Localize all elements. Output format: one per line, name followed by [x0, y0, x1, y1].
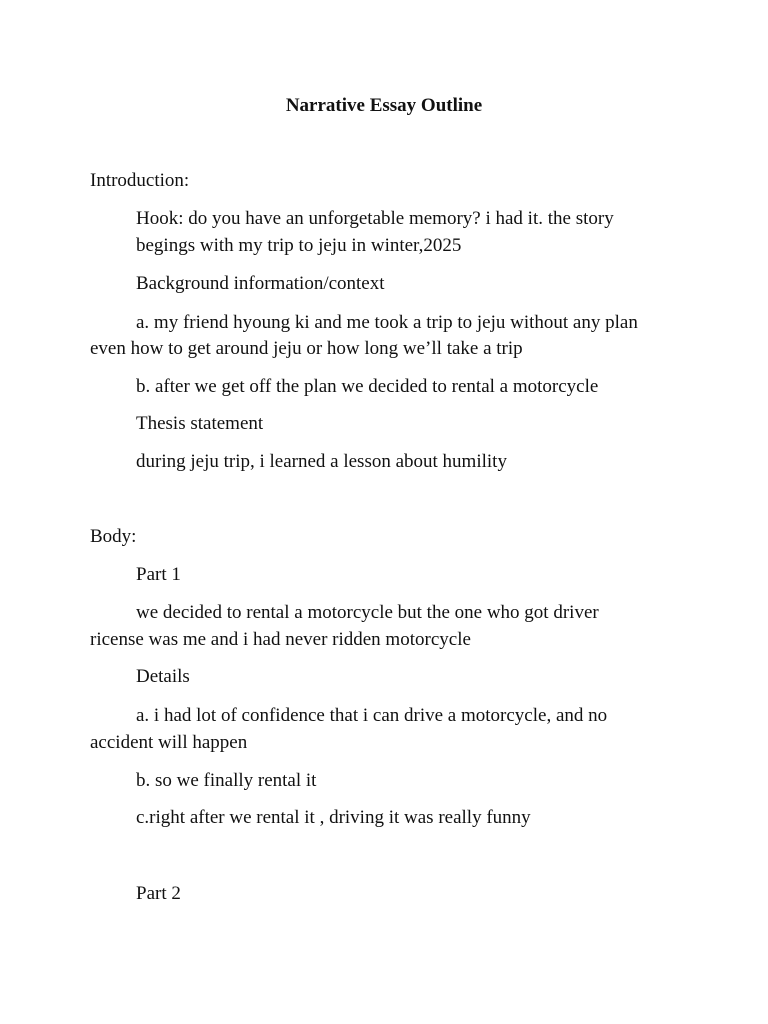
details-heading: Details	[136, 666, 190, 687]
thesis-text: during jeju trip, i learned a lesson about humility	[136, 451, 507, 472]
thesis-heading: Thesis statement	[136, 413, 264, 434]
part-1-text-line-1: we decided to rental a motorcycle but the one who got driver	[136, 602, 599, 623]
detail-b: b. so we finally rental it	[136, 770, 317, 791]
background-item-a-line-2: even how to get around jeju or how long we’ll take a trip	[90, 338, 523, 359]
detail-a-line-2: accident will happen	[90, 732, 248, 753]
hook-text-line-1: Hook: do you have an unforgetable memory? i had it. the story	[136, 208, 614, 229]
part-1-heading: Part 1	[136, 564, 181, 585]
body-heading: Body:	[90, 526, 137, 547]
document-title: Narrative Essay Outline	[285, 95, 483, 116]
background-heading: Background information/context	[136, 273, 385, 294]
background-item-a-line-1: a. my friend hyoung ki and me took a trip to jeju without any plan	[136, 312, 638, 333]
introduction-heading: Introduction:	[90, 170, 190, 191]
hook-text-line-2: begings with my trip to jeju in winter,2025	[136, 235, 462, 256]
background-item-b: b. after we get off the plan we decided to rental a motorcycle	[136, 376, 599, 397]
part-1-text-line-2: ricense was me and i had never ridden motorcycle	[90, 629, 471, 650]
detail-a-line-1: a. i had lot of confidence that i can drive a motorcycle, and no	[136, 705, 608, 726]
detail-c: c.right after we rental it , driving it was really funny	[136, 807, 531, 828]
part-2-heading: Part 2	[136, 883, 181, 904]
